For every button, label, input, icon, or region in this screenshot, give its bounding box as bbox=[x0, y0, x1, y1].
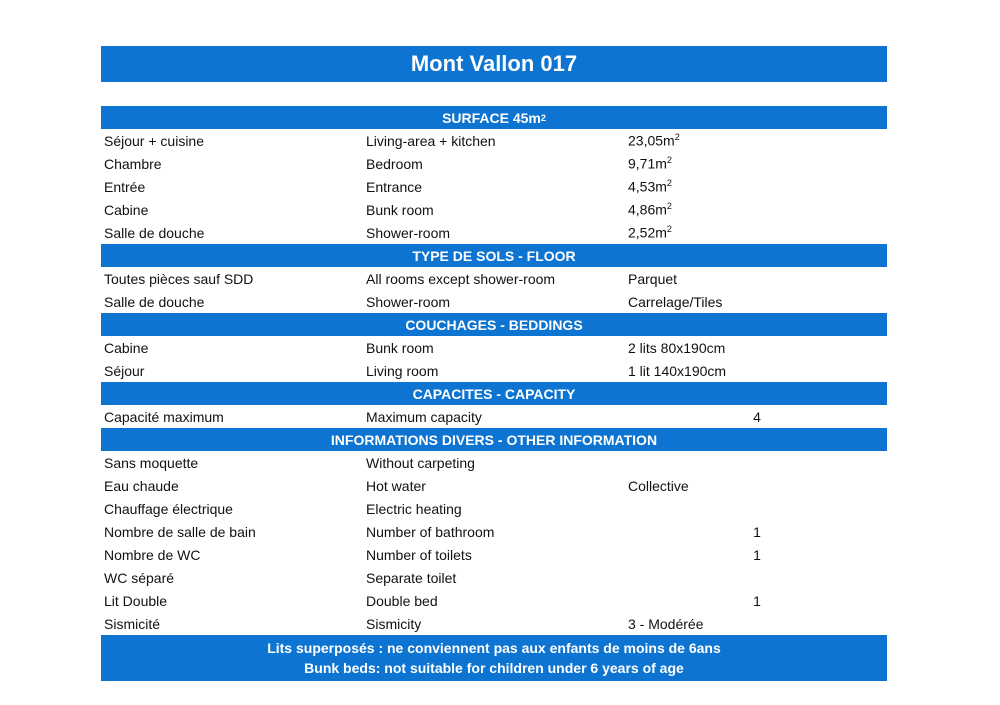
table-row: Entrée Entrance $4,53m^2$ bbox=[104, 178, 672, 195]
footer-line-en: Bunk beds: not suitable for children under 6 years of age bbox=[304, 660, 684, 676]
table-row: Séjour + cuisine Living-area + kitchen $23,05m^2$ bbox=[104, 132, 680, 149]
table-row: WC séparé Separate toilet bbox=[104, 569, 457, 586]
section-header-surface: SURFACE 45m 2 bbox=[101, 106, 887, 129]
footer-line-fr: Lits superposés : ne conviennent pas aux enfants de moins de 6ans bbox=[267, 640, 721, 656]
table-row: Chambre Bedroom $9,71m^2$ bbox=[104, 155, 672, 172]
table-row: Sans moquette Without carpeting bbox=[104, 454, 475, 471]
table-row: Cabine Bunk room $4,86m^2$ bbox=[104, 201, 672, 218]
table-row: Nombre de WC Number of toilets 1 bbox=[104, 546, 761, 563]
table-row: Cabine Bunk room 2 lits 80x190cm bbox=[104, 339, 726, 356]
table-row: Séjour Living room 1 lit 140x190cm bbox=[104, 362, 727, 379]
table-row: Toutes pièces sauf SDD All rooms except shower-room Parquet bbox=[104, 270, 678, 287]
table-row: Salle de douche Shower-room Carrelage/Tiles bbox=[104, 293, 723, 310]
table-row: Chauffage électrique Electric heating bbox=[104, 500, 462, 517]
table-row: Capacité maximum Maximum capacity 4 bbox=[104, 408, 761, 425]
table-row: Eau chaude Hot water Collective bbox=[104, 477, 689, 494]
table-row: Lit Double Double bed 1 bbox=[104, 592, 761, 609]
table-row: Nombre de salle de bain Number of bathroom 1 bbox=[104, 523, 761, 540]
footer-warning bbox=[101, 635, 887, 681]
page-title: Mont Vallon 017 bbox=[101, 46, 887, 82]
section-header-floor: TYPE DE SOLS - FLOOR bbox=[101, 244, 887, 267]
section-header-info: INFORMATIONS DIVERS - OTHER INFORMATION bbox=[101, 428, 887, 451]
info-sheet bbox=[101, 106, 887, 681]
table-row: Sismicité Sismicity 3 - Modérée bbox=[104, 615, 704, 632]
table-row: Salle de douche Shower-room $2,52m^2$ bbox=[104, 224, 672, 241]
section-header-beddings: COUCHAGES - BEDDINGS bbox=[101, 313, 887, 336]
section-header-capacity: CAPACITES - CAPACITY bbox=[101, 382, 887, 405]
